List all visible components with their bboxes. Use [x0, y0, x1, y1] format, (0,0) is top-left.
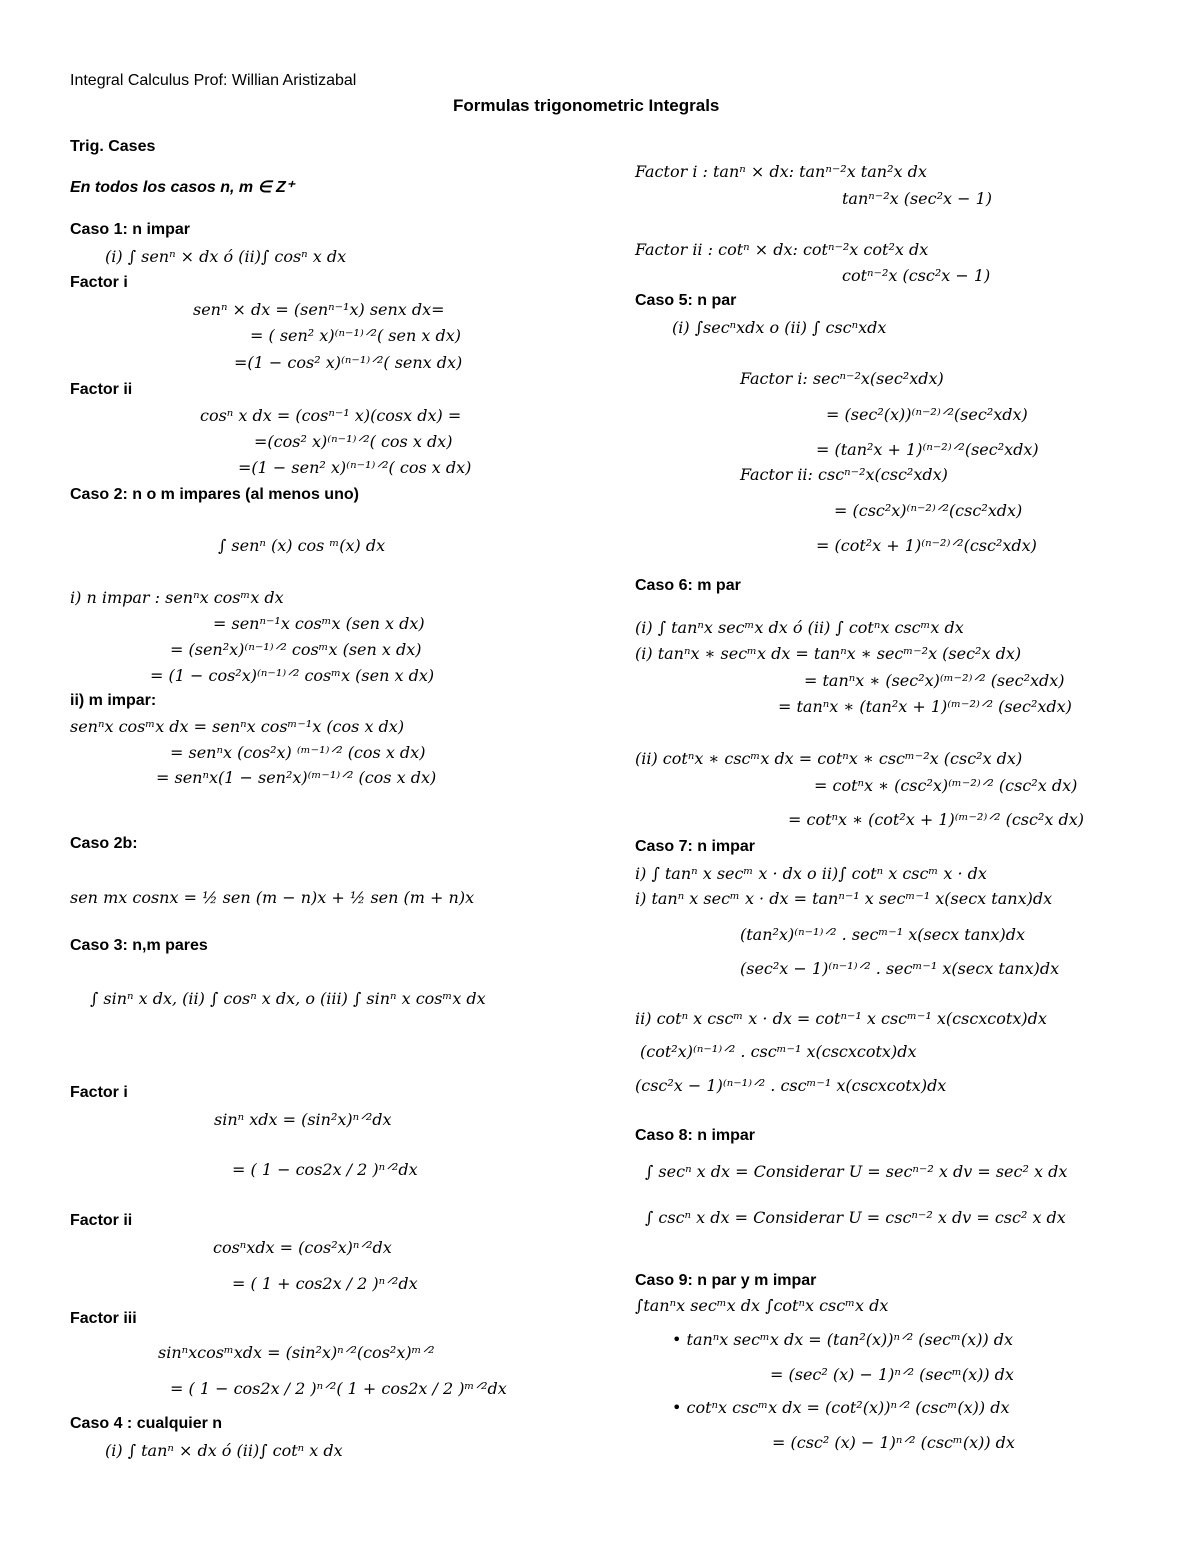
- section-heading: Caso 5: n par: [635, 292, 737, 309]
- formula-line: • cotⁿx cscᵐx dx = (cot²(x))ⁿᐟ² (cscᵐ(x)) dx: [672, 1398, 1010, 1417]
- formula-line: (sec²x − 1)⁽ⁿ⁻¹⁾ᐟ² . secᵐ⁻¹ x(secx tanx)dx: [740, 959, 1060, 978]
- formula-line: (i) ∫ senⁿ × dx ó (ii)∫ cosⁿ x dx: [105, 247, 347, 266]
- formula-line: (i) ∫ tanⁿx secᵐx dx ó (ii) ∫ cotⁿx cscᵐx dx: [635, 618, 964, 637]
- formula-line: (ii) cotⁿx ∗ cscᵐx dx = cotⁿx ∗ cscᵐ⁻²x (csc²x dx): [635, 749, 1023, 768]
- page-header: Integral Calculus Prof: Willian Aristizabal: [70, 72, 357, 89]
- formula-line: (i) tanⁿx ∗ secᵐx dx = tanⁿx ∗ secᵐ⁻²x (sec²x dx): [635, 644, 1022, 663]
- formula-line: =(1 − cos² x)⁽ⁿ⁻¹⁾ᐟ²( senx dx): [234, 353, 463, 372]
- formula-line: Factor i : tanⁿ × dx: tanⁿ⁻²x tan²x dx: [635, 162, 927, 181]
- section-heading: Factor i: [70, 1084, 128, 1101]
- formula-line: = (sec² (x) − 1)ⁿᐟ² (secᵐ(x)) dx: [770, 1365, 1014, 1384]
- formula-line: ii) cotⁿ x cscᵐ x · dx = cotⁿ⁻¹ x cscᵐ⁻¹ x(cscxcotx)dx: [635, 1009, 1047, 1028]
- formula-line: cosⁿ x dx = (cosⁿ⁻¹ x)(cosx dx) =: [200, 406, 462, 425]
- formula-line: cosⁿxdx = (cos²x)ⁿᐟ²dx: [213, 1238, 392, 1257]
- formula-line: ∫tanⁿx secᵐx dx ∫cotⁿx cscᵐx dx: [635, 1296, 889, 1315]
- formula-line: =(cos² x)⁽ⁿ⁻¹⁾ᐟ²( cos x dx): [254, 432, 453, 451]
- formula-line: cotⁿ⁻²x (csc²x − 1): [842, 266, 991, 285]
- formula-line: i) n impar : senⁿx cosᵐx dx: [70, 588, 284, 607]
- formula-line: = ( 1 + cos2x / 2 )ⁿᐟ²dx: [232, 1274, 418, 1293]
- formula-line: ∫ secⁿ x dx = Considerar U = secⁿ⁻² x dv = sec² x dx: [645, 1162, 1068, 1181]
- formula-line: (tan²x)⁽ⁿ⁻¹⁾ᐟ² . secᵐ⁻¹ x(secx tanx)dx: [740, 925, 1026, 944]
- formula-line: ∫ sinⁿ x dx, (ii) ∫ cosⁿ x dx, o (iii) ∫ sinⁿ x cosᵐx dx: [90, 989, 486, 1008]
- section-heading: Caso 1: n impar: [70, 221, 191, 238]
- section-heading: Caso 7: n impar: [635, 838, 756, 855]
- formula-line: = ( sen² x)⁽ⁿ⁻¹⁾ᐟ²( sen x dx): [250, 326, 461, 345]
- formula-line: (i) ∫ tanⁿ × dx ó (ii)∫ cotⁿ x dx: [105, 1441, 343, 1460]
- section-heading: Caso 2: n o m impares (al menos uno): [70, 486, 359, 503]
- formula-line: = ( 1 − cos2x / 2 )ⁿᐟ²dx: [232, 1160, 418, 1179]
- formula-line: = cotⁿx ∗ (cot²x + 1)⁽ᵐ⁻²⁾ᐟ² (csc²x dx): [788, 810, 1084, 829]
- formula-line: sinⁿxcosᵐxdx = (sin²x)ⁿᐟ²(cos²x)ᵐᐟ²: [158, 1343, 435, 1362]
- section-heading: En todos los casos n, m ∈ Z⁺: [70, 179, 295, 196]
- formula-line: = (csc² (x) − 1)ⁿᐟ² (cscᵐ(x)) dx: [772, 1433, 1015, 1452]
- formula-line: tanⁿ⁻²x (sec²x − 1): [842, 189, 993, 208]
- formula-line: = senⁿx (cos²x) ⁽ᵐ⁻¹⁾ᐟ² (cos x dx): [170, 743, 426, 762]
- section-heading: Caso 8: n impar: [635, 1127, 756, 1144]
- section-heading: Caso 3: n,m pares: [70, 937, 208, 954]
- formula-line: Factor ii : cotⁿ × dx: cotⁿ⁻²x cot²x dx: [635, 240, 929, 259]
- formula-line: = tanⁿx ∗ (tan²x + 1)⁽ᵐ⁻²⁾ᐟ² (sec²xdx): [778, 697, 1072, 716]
- formula-line: i) ∫ tanⁿ x secᵐ x · dx o ii)∫ cotⁿ x cscᵐ x · dx: [635, 864, 987, 883]
- formula-line: ∫ senⁿ (x) cos ᵐ(x) dx: [218, 536, 386, 555]
- formula-line: = (csc²x)⁽ⁿ⁻²⁾ᐟ²(csc²xdx): [834, 501, 1023, 520]
- page-title: Formulas trigonometric Integrals: [453, 96, 720, 115]
- section-heading: Factor iii: [70, 1310, 137, 1327]
- formula-line: (cot²x)⁽ⁿ⁻¹⁾ᐟ² . cscᵐ⁻¹ x(cscxcotx)dx: [640, 1042, 917, 1061]
- formula-line: = (1 − cos²x)⁽ⁿ⁻¹⁾ᐟ² cosᵐx (sen x dx): [150, 666, 435, 685]
- section-heading: Factor i: [70, 274, 128, 291]
- formula-line: = (cot²x + 1)⁽ⁿ⁻²⁾ᐟ²(csc²xdx): [816, 536, 1037, 555]
- formula-line: = (tan²x + 1)⁽ⁿ⁻²⁾ᐟ²(sec²xdx): [816, 440, 1039, 459]
- section-heading: Factor ii: [70, 381, 133, 398]
- formula-line: (i) ∫secⁿxdx o (ii) ∫ cscⁿxdx: [672, 318, 887, 337]
- formula-line: = senⁿx(1 − sen²x)⁽ᵐ⁻¹⁾ᐟ² (cos x dx): [156, 768, 437, 787]
- section-heading: Trig. Cases: [70, 138, 156, 155]
- section-heading: ii) m impar:: [70, 692, 157, 709]
- section-heading: Caso 4 : cualquier n: [70, 1415, 223, 1432]
- formula-line: = (sec²(x))⁽ⁿ⁻²⁾ᐟ²(sec²xdx): [826, 405, 1028, 424]
- formula-line: senⁿ × dx = (senⁿ⁻¹x) senx dx=: [193, 300, 445, 319]
- formula-line: =(1 − sen² x)⁽ⁿ⁻¹⁾ᐟ²( cos x dx): [238, 458, 472, 477]
- formula-line: = cotⁿx ∗ (csc²x)⁽ᵐ⁻²⁾ᐟ² (csc²x dx): [814, 776, 1078, 795]
- section-heading: Caso 9: n par y m impar: [635, 1272, 817, 1289]
- formula-line: Factor ii: cscⁿ⁻²x(csc²xdx): [740, 465, 948, 484]
- formula-line: sen mx cosnx = ½ sen (m − n)x + ½ sen (m + n)x: [70, 888, 475, 907]
- formula-line: (csc²x − 1)⁽ⁿ⁻¹⁾ᐟ² . cscᵐ⁻¹ x(cscxcotx)dx: [635, 1076, 947, 1095]
- section-heading: Caso 2b:: [70, 835, 138, 852]
- formula-line: = tanⁿx ∗ (sec²x)⁽ᵐ⁻²⁾ᐟ² (sec²xdx): [804, 671, 1065, 690]
- formula-line: = (sen²x)⁽ⁿ⁻¹⁾ᐟ² cosᵐx (sen x dx): [170, 640, 422, 659]
- formula-line: = ( 1 − cos2x / 2 )ⁿᐟ²( 1 + cos2x / 2 )ᵐᐟ²dx: [170, 1379, 507, 1398]
- formula-line: ∫ cscⁿ x dx = Considerar U = cscⁿ⁻² x dv = csc² x dx: [645, 1208, 1066, 1227]
- section-heading: Caso 6: m par: [635, 577, 741, 594]
- formula-line: senⁿx cosᵐx dx = senⁿx cosᵐ⁻¹x (cos x dx): [70, 717, 405, 736]
- formula-line: • tanⁿx secᵐx dx = (tan²(x))ⁿᐟ² (secᵐ(x)) dx: [672, 1330, 1014, 1349]
- section-heading: Factor ii: [70, 1212, 133, 1229]
- formula-line: i) tanⁿ x secᵐ x · dx = tanⁿ⁻¹ x secᵐ⁻¹ x(secx tanx)dx: [635, 889, 1053, 908]
- formula-line: Factor i: secⁿ⁻²x(sec²xdx): [740, 369, 944, 388]
- formula-line: sinⁿ xdx = (sin²x)ⁿᐟ²dx: [214, 1110, 392, 1129]
- formula-line: = senⁿ⁻¹x cosᵐx (sen x dx): [213, 614, 425, 633]
